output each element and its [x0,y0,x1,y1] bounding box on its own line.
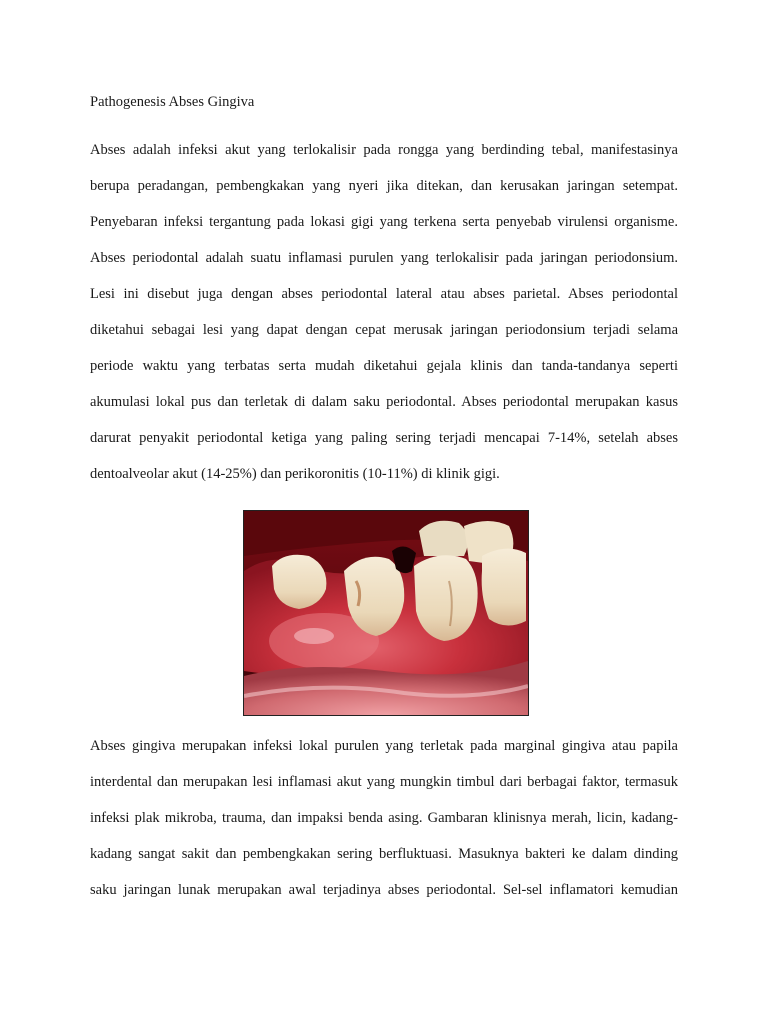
paragraph-line: berupa peradangan, pembengkakan yang nyeri jika ditekan, dan kerusakan jaringan setempat. [90,178,678,194]
paragraph-line: periode waktu yang terbatas serta mudah diketahui gejala klinis dan tanda-tandanya seperti [90,358,678,374]
paragraph-line: infeksi plak mikroba, trauma, dan impaksi benda asing. Gambaran klinisnya merah, licin, kadang- [90,810,678,826]
paragraph-line: Lesi ini disebut juga dengan abses periodontal lateral atau abses parietal. Abses periodontal [90,286,678,302]
teeth-illustration [244,511,528,715]
paragraph-line: diketahui sebagai lesi yang dapat dengan cepat merusak jaringan periodonsium terjadi selama [90,322,678,338]
paragraph-line: saku jaringan lunak merupakan awal terjadinya abses periodontal. Sel-sel inflamatori kemudian [90,882,678,898]
paragraph-1 [90,140,678,500]
paragraph-line: interdental dan merupakan lesi inflamasi akut yang mungkin timbul dari berbagai faktor, termasuk [90,774,678,790]
paragraph-line: darurat penyakit periodontal ketiga yang paling sering terjadi mencapai 7-14%, setelah abses [90,430,678,446]
paragraph-line: dentoalveolar akut (14-25%) dan perikoronitis (10-11%) di klinik gigi. [90,466,500,482]
gingival-abscess-photo [243,510,529,716]
paragraph-line: kadang sangat sakit dan pembengkakan sering berfluktuasi. Masuknya bakteri ke dalam dinding [90,846,678,862]
paragraph-line: Abses gingiva merupakan infeksi lokal purulen yang terletak pada marginal gingiva atau papila [90,738,678,754]
paragraph-line: akumulasi lokal pus dan terletak di dalam saku periodontal. Abses periodontal merupakan kasus [90,394,678,410]
paragraph-2 [90,736,678,916]
paragraph-line: Abses periodontal adalah suatu inflamasi purulen yang terlokalisir pada jaringan periodonsium. [90,250,678,266]
paragraph-line: Penyebaran infeksi tergantung pada lokasi gigi yang terkena serta penyebab virulensi organisme. [90,214,678,230]
page-title: Pathogenesis Abses Gingiva [90,94,255,110]
paragraph-line: Abses adalah infeksi akut yang terlokalisir pada rongga yang berdinding tebal, manifestasinya [90,142,678,158]
